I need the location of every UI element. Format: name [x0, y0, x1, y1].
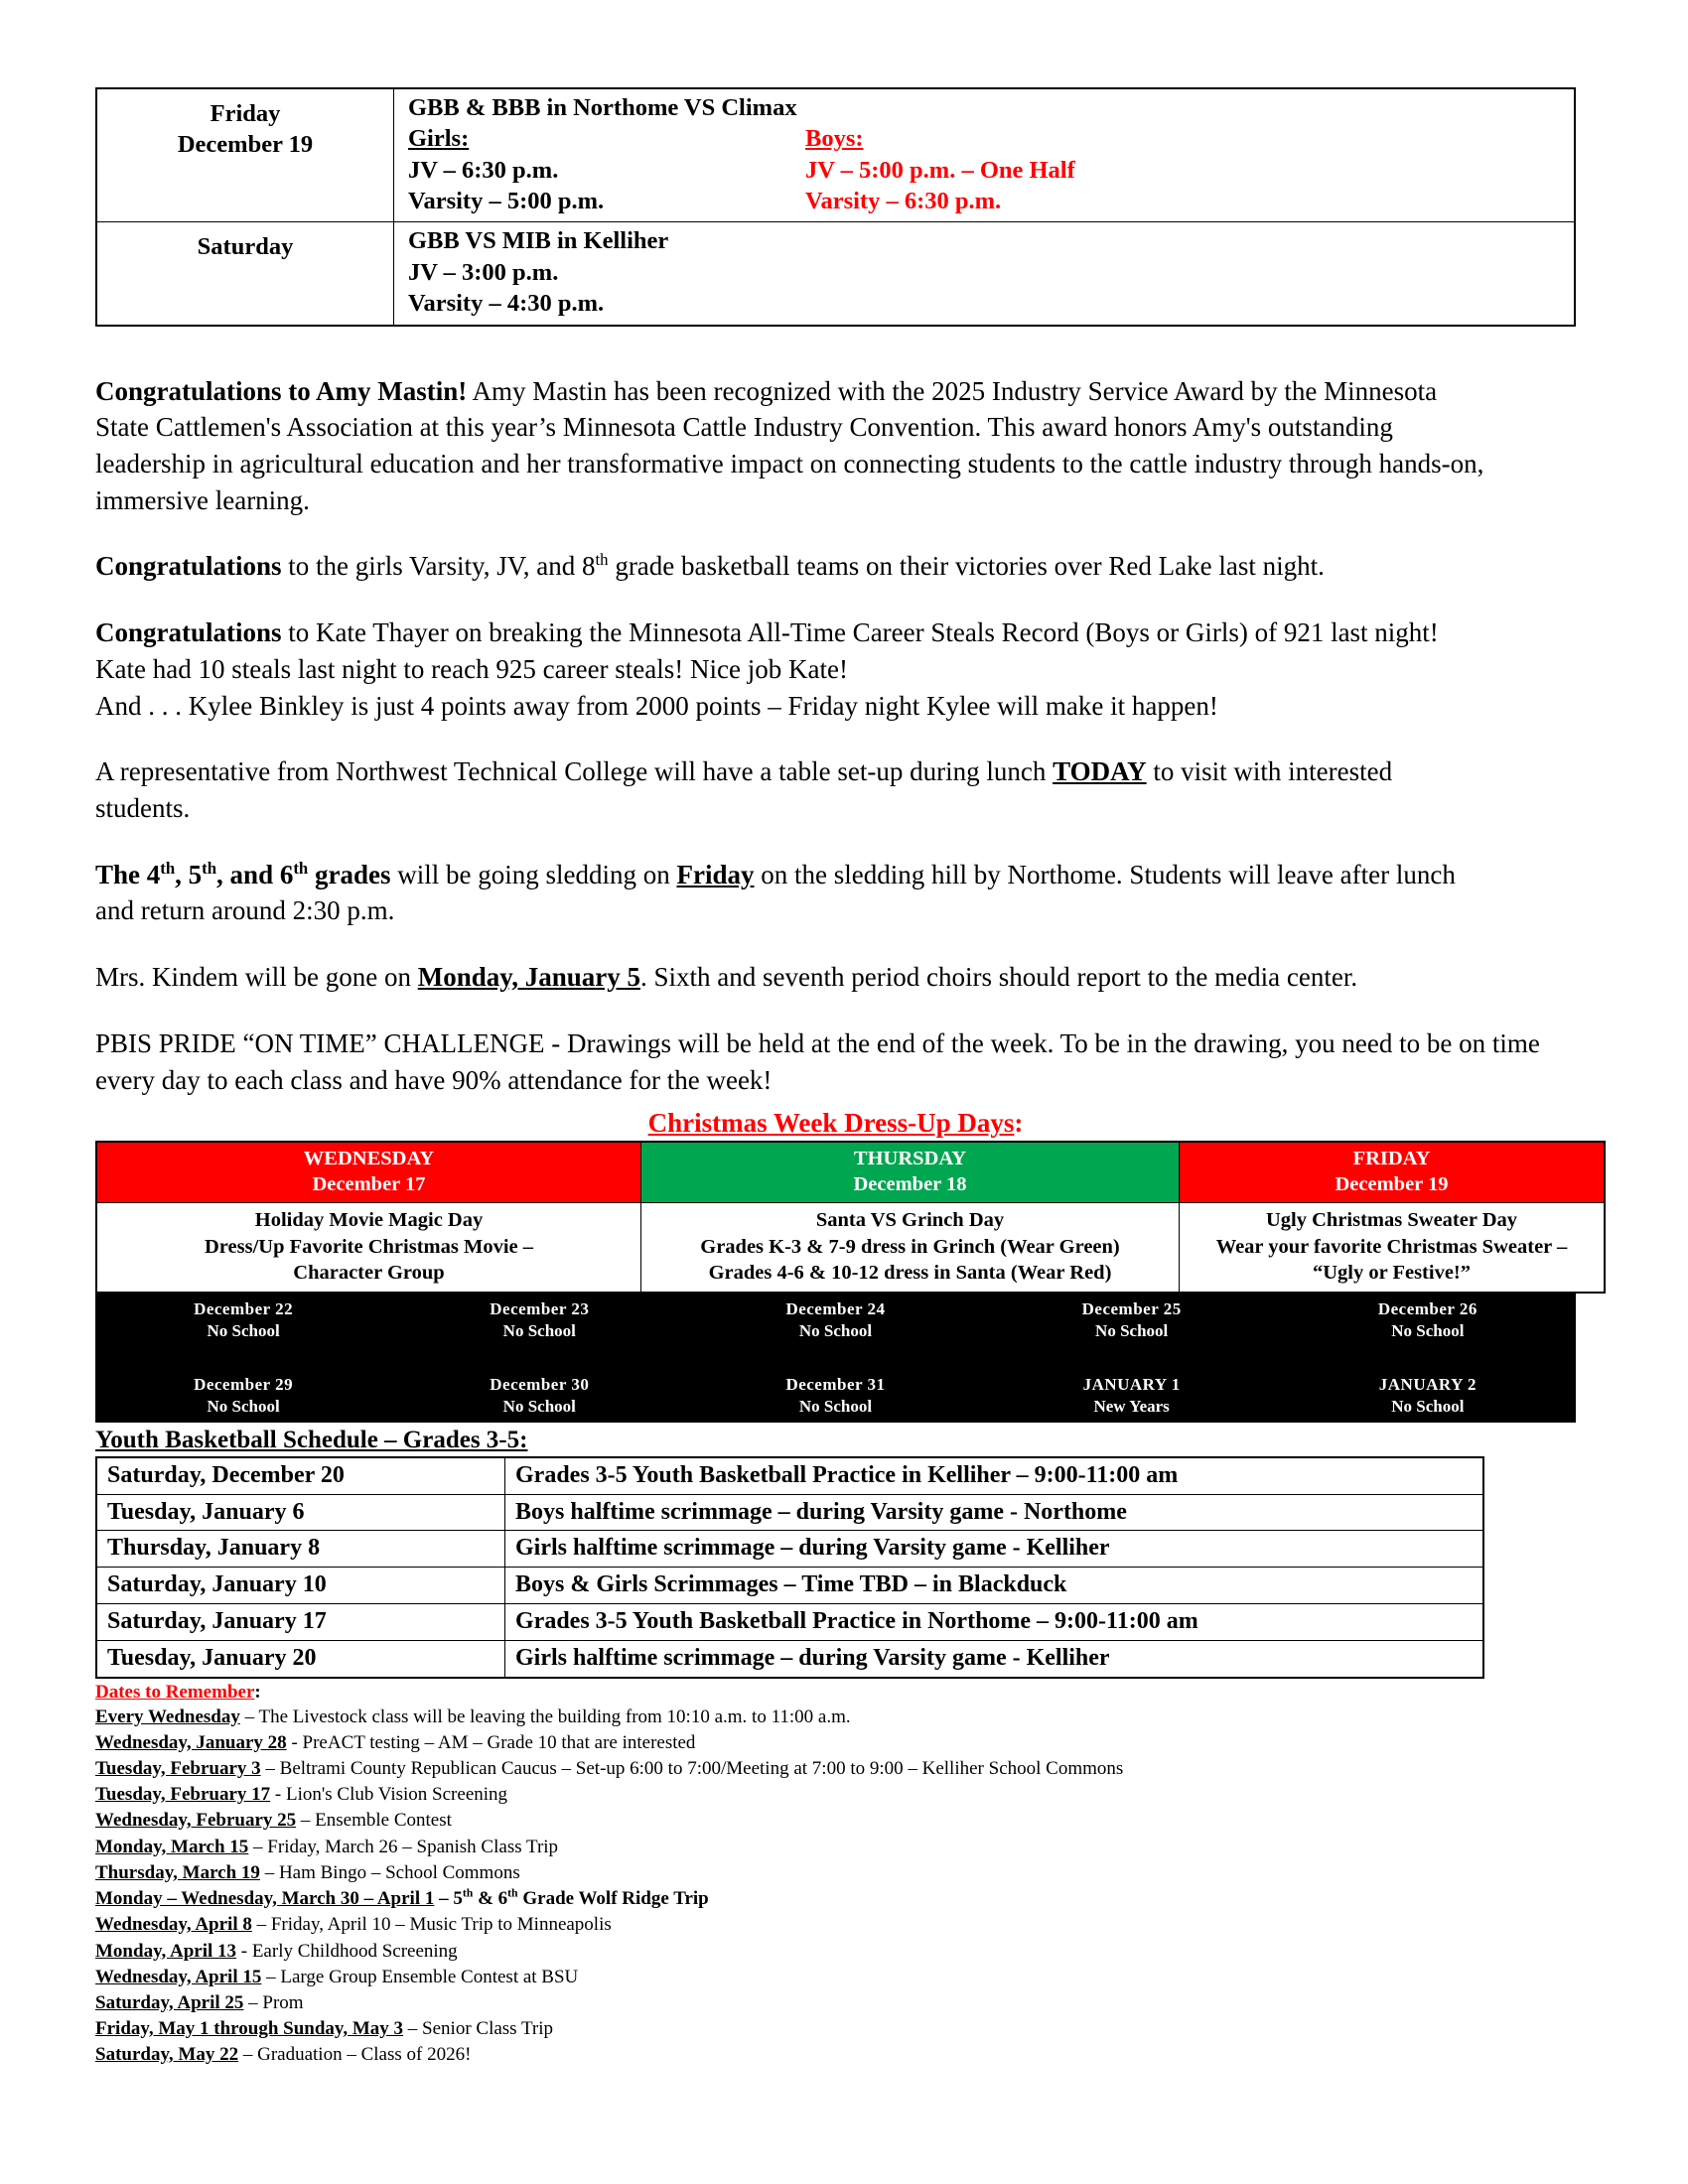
sledding-b1: The 4 [95, 859, 161, 889]
girls-rest: grade basketball teams on their victories over Red Lake last night. [608, 551, 1325, 582]
no-school-note: New Years [1093, 1397, 1170, 1417]
dressup-body-row [96, 1203, 1605, 1293]
list-item [95, 1886, 1593, 1912]
list-item [95, 1939, 1593, 1965]
sledding-b4: grades [308, 859, 391, 889]
no-school-day [984, 1369, 1280, 1423]
dtr-date: Saturday, April 25 [95, 1991, 244, 2013]
paragraph-girls-teams [95, 548, 1493, 585]
christmas-dressup-table [95, 1141, 1606, 1294]
sports-schedule-table [95, 87, 1576, 327]
pbis-lead: PBIS PRIDE “ON TIME” CHALLENGE [95, 1027, 545, 1058]
jv-row [408, 155, 1566, 186]
dressup-day: FRIDAY [1352, 1148, 1431, 1170]
list-item [95, 1860, 1593, 1886]
yb-date: Tuesday, January 20 [96, 1640, 505, 1677]
dressup-cell-friday [1180, 1203, 1606, 1293]
paragraph-sledding [95, 857, 1493, 929]
yb-event: Girls halftime scrimmage – during Varsity game - Kelliher [505, 1640, 1484, 1677]
dressup-header-thursday [641, 1142, 1180, 1202]
dressup-header-wednesday [96, 1142, 641, 1202]
kate-body: to Kate Thayer on breaking the Minnesota All-Time Career Steals Record (Boys or Girls) of 921 last night! Kate had 10 steals last night to reach 925 career steals! Nice job Kate! [95, 617, 1439, 684]
dressup-line: Character Group [293, 1262, 445, 1285]
no-school-day [95, 1294, 391, 1347]
table-row [96, 88, 1575, 222]
dtr-text: – Friday, April 10 – Music Trip to Minneapolis [251, 1914, 612, 1936]
kindem-after: . Sixth and seventh period choirs should report to the media center. [640, 962, 1358, 993]
sports-day-cell [96, 88, 394, 222]
sports-detail-cell [394, 222, 1576, 326]
girls-label-wrap [408, 123, 805, 154]
list-item [95, 1835, 1593, 1860]
dtr-date: Tuesday, February 3 [95, 1758, 261, 1779]
yb-event: Grades 3-5 Youth Basketball Practice in Northome – 9:00-11:00 am [505, 1603, 1484, 1640]
no-school-note: No School [798, 1321, 873, 1341]
no-school-date: December 30 [490, 1374, 590, 1394]
no-school-day [1280, 1294, 1576, 1347]
boys-label-wrap [805, 123, 864, 154]
no-school-day [1280, 1369, 1576, 1423]
list-item [95, 1965, 1593, 1990]
yb-event: Girls halftime scrimmage – during Varsity game - Kelliher [505, 1531, 1484, 1568]
dtr-date: Saturday, May 22 [95, 2044, 239, 2066]
dtr-text: – Large Group Ensemble Contest at BSU [261, 1966, 579, 1987]
dtr-text: – Ensemble Contest [296, 1810, 452, 1832]
dressup-header-row [96, 1142, 1605, 1202]
yb-event: Boys & Girls Scrimmages – Time TBD – in Blackduck [505, 1568, 1484, 1604]
kate-line2: And . . . Kylee Binkley is just 4 points away from 2000 points – Friday night Kylee will make it happen! [95, 690, 1218, 721]
list-item [95, 1705, 1593, 1730]
sledding-b3: , and 6 [216, 859, 294, 889]
no-school-date: December 22 [194, 1299, 294, 1319]
boys-label: Boys: [805, 125, 864, 153]
dtr-text: – The Livestock class will be leaving the building from 10:10 a.m. to 11:00 a.m. [239, 1706, 851, 1727]
paragraph-pbis-challenge [95, 1025, 1560, 1098]
table-row [96, 1640, 1483, 1677]
dtr-date: Every Wednesday [95, 1706, 240, 1727]
no-school-day [391, 1369, 687, 1423]
dressup-title-text: Christmas Week Dress-Up Days [647, 1108, 1015, 1139]
no-school-day [687, 1369, 983, 1423]
dtr-date: Wednesday, February 25 [95, 1810, 297, 1832]
no-school-note: No School [1391, 1321, 1465, 1341]
yb-event: Grades 3-5 Youth Basketball Practice in Kelliher – 9:00-11:00 am [505, 1457, 1484, 1494]
no-school-note: No School [502, 1397, 576, 1417]
dressup-day: WEDNESDAY [303, 1148, 435, 1170]
no-school-date: December 23 [490, 1299, 590, 1319]
sledding-emphasis: Friday [676, 859, 755, 889]
paragraph-ntc-visit [95, 753, 1493, 826]
sports-varsity: Varsity – 4:30 p.m. [408, 290, 605, 318]
yb-date: Saturday, December 20 [96, 1457, 505, 1494]
dressup-line: Dress/Up Favorite Christmas Movie – [205, 1235, 533, 1258]
ntc-emphasis: TODAY [1053, 756, 1147, 787]
table-row [96, 1457, 1483, 1494]
youth-basketball-title [95, 1427, 1593, 1454]
dtr-heading-colon: : [254, 1681, 261, 1703]
no-school-note: No School [798, 1397, 873, 1417]
table-row [96, 1531, 1483, 1568]
dtr-text: – Ham Bingo – School Commons [259, 1861, 520, 1883]
dressup-line: Grades K-3 & 7-9 dress in Grinch (Wear Green) [700, 1235, 1120, 1258]
dtr-text: – Friday, March 26 – Spanish Class Trip [248, 1836, 559, 1857]
no-school-date: December 31 [785, 1374, 886, 1394]
dressup-cell-wednesday [96, 1203, 641, 1293]
sports-jv: JV – 3:00 p.m. [408, 258, 559, 286]
dtr-date: Wednesday, April 15 [95, 1966, 262, 1987]
youth-basketball-table [95, 1456, 1484, 1679]
amy-body: Amy Mastin has been recognized with the 2025 Industry Service Award by the Minnesota State Cattlemen's Association at this year’s Minnesota Cattle Industry Convention. This award honors Amy's outstanding leadership in agricultural education and her transformative impact on connecting students to the cattle industry through hands-on, immersive learning. [95, 375, 1484, 515]
paragraph-kate-thayer [95, 614, 1493, 724]
dtr-text: - PreACT testing – AM – Grade 10 that are interested [286, 1731, 696, 1753]
dressup-date: December 19 [1335, 1172, 1449, 1195]
paragraph-amy-mastin [95, 373, 1493, 519]
table-row [96, 1603, 1483, 1640]
dtr-wolfridge-b3: Grade Wolf Ridge Trip [517, 1888, 709, 1910]
list-item [95, 1990, 1593, 2016]
ntc-before: A representative from Northwest Technical College will have a table set-up during lunch [95, 756, 1054, 787]
girls-label: Girls: [408, 125, 470, 153]
dtr-text: – Prom [243, 1991, 304, 2013]
no-school-date: JANUARY 2 [1378, 1374, 1477, 1394]
youth-basketball-title-text: Youth Basketball Schedule – Grades 3-5: [95, 1426, 528, 1453]
dressup-line: “Ugly or Festive!” [1312, 1262, 1472, 1285]
no-school-week-row [95, 1294, 1576, 1347]
no-school-note: No School [207, 1397, 280, 1417]
no-school-date: JANUARY 1 [1082, 1374, 1181, 1394]
amy-lead: Congratulations to Amy Mastin! [95, 375, 468, 406]
no-school-calendar [95, 1294, 1576, 1423]
table-row [96, 1494, 1483, 1531]
kindem-before: Mrs. Kindem will be gone on [95, 962, 418, 993]
dtr-wolfridge-b2: & 6 [473, 1888, 508, 1910]
kindem-emphasis: Monday, January 5 [417, 962, 641, 993]
no-school-date: December 26 [1377, 1299, 1477, 1319]
dtr-heading-text: Dates to Remember [95, 1681, 255, 1703]
dtr-text: - Lion's Club Vision Screening [270, 1784, 508, 1806]
no-school-date: December 25 [1081, 1299, 1182, 1319]
sports-day: Friday [210, 100, 281, 127]
no-school-note: No School [502, 1321, 576, 1341]
sledding-s3: th [293, 858, 309, 878]
table-row [96, 222, 1575, 326]
yb-date: Saturday, January 17 [96, 1603, 505, 1640]
no-school-day [687, 1294, 983, 1347]
no-school-day [95, 1369, 391, 1423]
dtr-wolfridge-s1: th [462, 1886, 474, 1900]
dressup-line: Wear your favorite Christmas Sweater – [1215, 1235, 1568, 1258]
paragraph-kindem [95, 959, 1493, 996]
dressup-date: December 18 [853, 1172, 967, 1195]
no-school-spacer-row [95, 1347, 1576, 1369]
sports-detail-cell [394, 88, 1576, 222]
no-school-note: No School [207, 1321, 280, 1341]
kate-lead: Congratulations [95, 617, 282, 648]
dtr-date: Tuesday, February 17 [95, 1784, 271, 1806]
dressup-cell-thursday [641, 1203, 1180, 1293]
ntc-after: to visit with interested students. [95, 756, 1393, 823]
dtr-date: Friday, May 1 through Sunday, May 3 [95, 2018, 404, 2040]
dressup-date: December 17 [312, 1172, 426, 1195]
varsity-row [408, 186, 1566, 216]
dtr-text: - Early Childhood Screening [236, 1940, 458, 1962]
list-item [95, 2042, 1593, 2068]
sports-day: Saturday [197, 233, 294, 261]
sledding-s2: th [202, 858, 217, 878]
list-item [95, 2016, 1593, 2042]
dtr-date: Wednesday, April 8 [95, 1914, 252, 1936]
dressup-line: Grades 4-6 & 10-12 dress in Santa (Wear Red) [708, 1262, 1112, 1285]
girls-varsity: Varsity – 5:00 p.m. [408, 188, 605, 215]
list-item [95, 1782, 1593, 1808]
sledding-b2: , 5 [175, 859, 203, 889]
dtr-text: – Beltrami County Republican Caucus – Set-up 6:00 to 7:00/Meeting at 7:00 to 9:00 – Kelliher School Commons [260, 1758, 1124, 1779]
sledding-mid: will be going sledding on [390, 859, 677, 889]
no-school-day [391, 1294, 687, 1347]
no-school-note: No School [1391, 1397, 1465, 1417]
dtr-date: Monday, April 13 [95, 1940, 236, 1962]
dressup-header-friday [1180, 1142, 1606, 1202]
yb-date: Thursday, January 8 [96, 1531, 505, 1568]
girls-ordinal-suffix: th [595, 550, 609, 570]
girls-jv: JV – 6:30 p.m. [408, 156, 559, 184]
sledding-s1: th [160, 858, 176, 878]
dressup-line: Ugly Christmas Sweater Day [1266, 1209, 1517, 1232]
dressup-line: Holiday Movie Magic Day [254, 1209, 484, 1232]
dressup-title [95, 1108, 1576, 1139]
dtr-wolfridge-s2: th [507, 1886, 518, 1900]
dressup-line: Santa VS Grinch Day [815, 1209, 1005, 1232]
yb-date: Saturday, January 10 [96, 1568, 505, 1604]
dtr-date: Thursday, March 19 [95, 1861, 260, 1883]
list-item [95, 1730, 1593, 1756]
no-school-date: December 29 [194, 1374, 294, 1394]
dtr-date: Monday, March 15 [95, 1836, 249, 1857]
no-school-note: No School [1095, 1321, 1169, 1341]
no-school-date: December 24 [785, 1299, 886, 1319]
dtr-date: Monday – Wednesday, March 30 – April 1 [95, 1888, 435, 1910]
girls-mid: to the girls Varsity, JV, and 8 [281, 551, 596, 582]
no-school-week-row [95, 1369, 1576, 1423]
no-school-day [984, 1294, 1280, 1347]
dates-to-remember-section [95, 1682, 1593, 2069]
sports-headline: GBB VS MIB in Kelliher [408, 227, 669, 255]
table-row [96, 1568, 1483, 1604]
dtr-wolfridge-b1: – 5 [434, 1888, 463, 1910]
dtr-text: – Graduation – Class of 2026! [238, 2044, 472, 2066]
dressup-day: THURSDAY [853, 1148, 967, 1170]
dressup-title-colon: : [1014, 1108, 1024, 1139]
dates-to-remember-heading [95, 1682, 1593, 1704]
yb-event: Boys halftime scrimmage – during Varsity game - Northome [505, 1494, 1484, 1531]
list-item [95, 1808, 1593, 1834]
yb-date: Tuesday, January 6 [96, 1494, 505, 1531]
boys-varsity: Varsity – 6:30 p.m. [805, 188, 1002, 215]
pbis-body: - Drawings will be held at the end of the week. To be in the drawing, you need to be on time every day to each class and have 90% attendance for the week! [95, 1027, 1540, 1095]
dtr-text: – Senior Class Trip [403, 2018, 554, 2040]
boys-jv: JV – 5:00 p.m. – One Half [805, 156, 1075, 184]
list-item [95, 1912, 1593, 1938]
sports-headline: GBB & BBB in Northome VS Climax [408, 94, 797, 121]
list-item [95, 1756, 1593, 1782]
girls-lead: Congratulations [95, 551, 282, 582]
gender-labels-row [408, 123, 1566, 154]
dtr-date: Wednesday, January 28 [95, 1731, 287, 1753]
sports-date: December 19 [177, 131, 314, 159]
sledding-after: on the sledding hill by Northome. Students will leave after lunch and return around 2:30 p.m. [95, 859, 1456, 926]
sports-day-cell [96, 222, 394, 326]
